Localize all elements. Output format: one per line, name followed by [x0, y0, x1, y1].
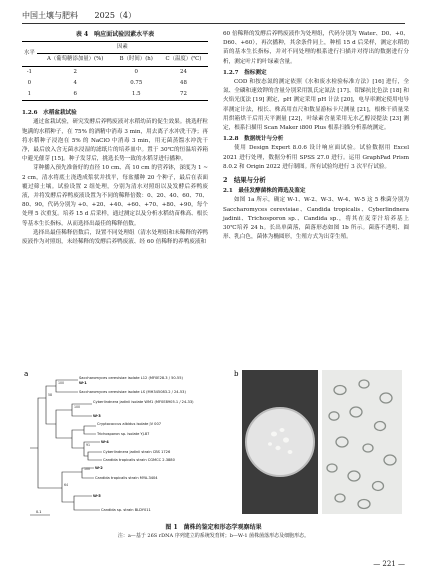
paragraph: 使用 Design Expert 8.0.6 设计响应面试验。试验数据用 Excel 2021 进行处理，数据分析用 SPSS 27.0 进行。运用 GraphPad Prism 8.0.2 和 Origin 2022 进行制图。所有试验均进行 3 次平行试验。: [223, 145, 409, 170]
table4-col-a: A（葡萄糖添加量）(%): [46, 56, 104, 63]
table4-cell: 4: [73, 79, 77, 86]
running-header: [22, 10, 405, 22]
figure-caption: 图 1 菌株的鉴定和形态学观察结果: [165, 524, 262, 531]
tree-leaf: Trichosporon sp. isolate YJ-87: [97, 432, 150, 436]
table4-row: [22, 78, 208, 89]
bootstrap-value: 91: [86, 443, 91, 447]
table4-cell: 72: [180, 91, 187, 98]
bootstrap-value: 100: [58, 381, 65, 385]
table4: [22, 41, 208, 101]
panel-label-a: a: [24, 370, 29, 378]
table4-cell: -1: [26, 68, 32, 75]
tree-leaf: W-3: [93, 414, 101, 418]
journal-issue: 2025（4）: [94, 11, 136, 20]
bootstrap-value: 64: [64, 483, 69, 487]
table4-cell: 1.5: [131, 91, 141, 98]
table4-row: [22, 89, 208, 101]
table4-cell: 1: [27, 91, 32, 98]
tree-leaf: Saccharomyces cerevisiae isolate LS (MH345083.2 / 24-53): [79, 390, 186, 394]
section-1-2-7: 1.2.7 指标测定: [223, 69, 267, 76]
table4-col-c: C（温度）(℃): [165, 56, 202, 63]
tree-leaf: Cyberlindnera jadinii strain CBS 1726: [103, 450, 171, 454]
table4-cell: 0: [27, 79, 32, 86]
paragraph: 通过盆栽试验，研究发酵后养鸭废液对水稻幼苗的促生效果。挑选籽粒饱满的水稻种子，在 75% 的酒精中消毒 3 min，用去离子水冲洗干净；再将水稻种子浸泡在 5% 的 NaClO 中消毒 3 min，用无菌蒸馏水冲洗干净，最后放入含无菌水浸湿的滤纸片的培养皿中。置于 30℃的恒温培养箱中避光催芽 [15]。种子发芽后，挑选长势一致的水稻芽进行播种。: [22, 119, 208, 163]
journal-name: 中国土壤与肥料: [22, 11, 78, 20]
tree-leaf: W-1: [79, 381, 87, 385]
section-2: 2 结果与分析: [223, 176, 266, 185]
figure-note: 注：a—基于 26S rDNA 序列建立的系统发育树；b—W-1 菌株菌落形态及细胞形态。: [117, 533, 310, 539]
table4-head-factor: 因素: [37, 42, 208, 54]
tree-leaf: Cryptococcus albidus isolate JV 007: [97, 422, 162, 426]
tree-leaf: Candida tropicalis strain MYA-3404: [95, 476, 158, 480]
tree-leaf: W-5: [93, 494, 101, 498]
left-column: [22, 30, 208, 247]
figure-1: [22, 368, 405, 518]
tree-leaf: W-4: [101, 440, 109, 444]
table4-cell: 2: [73, 68, 77, 75]
panel-label-b: b: [234, 370, 239, 378]
paragraph: 芽种播入预先准备好的直径 10 cm、高 10 cm 的营养钵，深度为 1 ~ 2 cm，清水将底土浇透成浆状并找平，每盆播种 20 个种子，最后在表面覆过筛土壤。试验设置 2 组处理，分别为清水对照组以及发酵后养鸭废液，并将发酵后养鸭废液设置为不同的稀释倍数：0、20、40、60、70、80、90，代码分别为 +0、+20、+40、+60、+70、+80、+90，每个处理 5 次重复。培养 15 d 后采样，通过测定以及分析水稻幼苗株高、根长等基本生长指标，从而选择出最佳的稀释倍数。: [22, 165, 208, 227]
table4-cell: 0: [134, 68, 138, 75]
table4-cell: 6: [73, 91, 77, 98]
section-1-2-8: 1.2.8 数据统计与分析: [223, 136, 284, 143]
bootstrap-value: 100: [74, 405, 81, 409]
tree-leaf: Cyberlindnera jadinii isolate WM1 (MF0E8905.1 / 24-33): [93, 400, 194, 404]
table4-col-b: B（时间）(h): [119, 56, 153, 63]
bootstrap-value: 100: [84, 467, 91, 471]
header-rule: [22, 23, 405, 24]
colony-photo: [234, 368, 404, 516]
table4-cell: 0.75: [130, 79, 143, 86]
tree-leaf: Candida sp. strain BLDY011: [101, 508, 151, 512]
right-column: [223, 30, 409, 242]
bootstrap-value: 58: [48, 393, 53, 397]
table4-cell: 24: [180, 68, 187, 75]
tree-leaf: W-2: [95, 466, 103, 470]
table4-head-level: 水平: [23, 50, 35, 57]
section-1-2-6: 1.2.6 水稻盆栽试验: [22, 110, 77, 117]
paragraph: 如图 1a 所示，确定 W-1、W-2、W-3、W-4、W-5 这 5 株菌分别为 Saccharomyces cerevisiae、Candida tropicalis、Cyberlindnera jadinii、Trichosporon sp.、Candida sp.，将其在麦芽汁培养基上 30℃培养 24 h。长出单菌落，菌落形态如图 1b 所示。菌落不透明、圆形、乳白色，菌体为椭圆形，生殖方式为出芽生殖。: [223, 197, 409, 241]
scale-bar-label: 0.1: [36, 510, 42, 514]
paragraph: 60 倍稀释的发酵后养鸭废液作为处理组，代码分别为 Water、D0、+0、D60、+60），再次播种，其余条件同上，种植 15 d 后采样，测定水稻幼苗的基本生长指标，并对不同处理的根系进行扫描并对得出的数据进行分析，测定叶片的叶绿素含量。: [223, 31, 409, 65]
phylogenetic-tree: [22, 368, 222, 518]
table4-cell: 48: [180, 79, 187, 86]
page-number: — 221 —: [373, 560, 405, 568]
table4-title: 表 4 响应面试验因素水平表: [75, 31, 155, 38]
section-2-1: 2.1 最佳发酵菌株的筛选及鉴定: [223, 188, 306, 195]
tree-leaf: Saccharomyces cerevisiae isolate L12 (MF0E28.3 / 50-55): [79, 376, 183, 380]
petri-dish: [246, 408, 314, 476]
tree-leaf: Candida tropicalis strain CGMCC 2.3880: [103, 458, 175, 462]
table4-row: [22, 66, 208, 78]
paragraph: 选择出最佳稀释倍数后，设置不同处理组（清水处理组和未稀释的养鸭废液作为对照组，未经稀释的发酵后养鸭废液、经 60 倍稀释的养鸭废液和: [22, 229, 208, 246]
paragraph: COD 和按态氮的测定依照《水和废水检验标准方法》[16] 进行，全氮、全磷和速效钾的含量分别采用凯氏定氮法 [17]、钼锑抗比色法 [18] 和火焰光度法 [19] 测定，pH 测定采用 pH 计法 [20]，电导率测定使用电导率测定计法，根长、株高用直尺和数显游标卡尺测量 [21]，根株干质量采用烘箱烘干后用天平测量 [22]，叶绿素含量采用无水乙醇浸提法 [23] 测定，根系扫描用 Scan Maker i800 Plus 根系扫描分析系统测定。: [223, 79, 409, 132]
